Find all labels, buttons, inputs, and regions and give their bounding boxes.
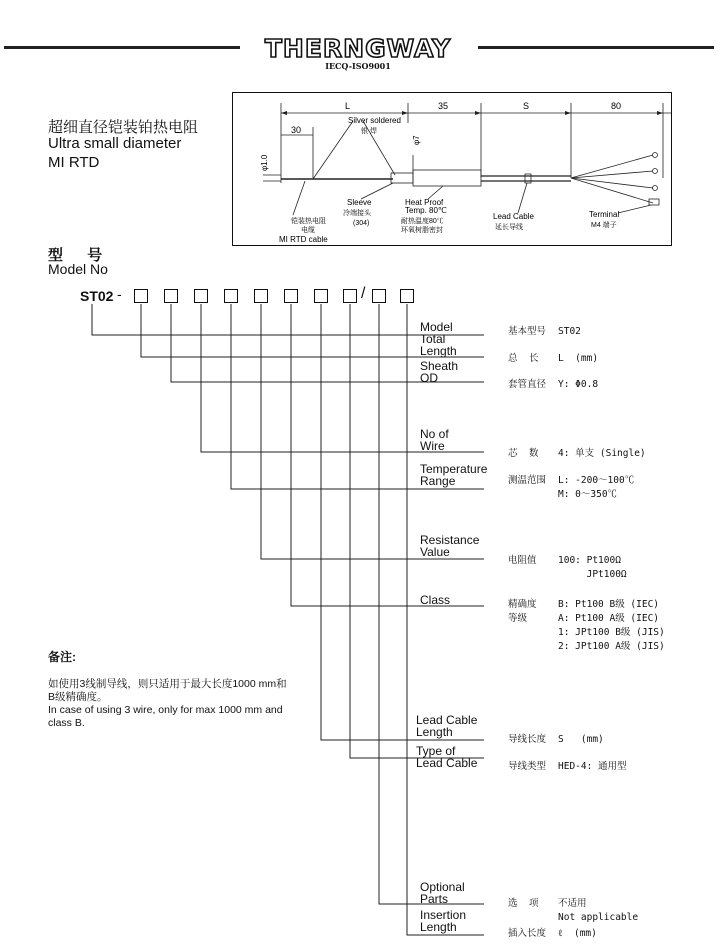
lead-cable-en: Lead Cable	[493, 212, 534, 221]
field-desc-val-lead-cable-length: S (mm)	[558, 734, 604, 745]
field-label-insertion-length: Insertion Length	[420, 908, 467, 934]
model-code-slash: /	[361, 285, 366, 302]
heat-proof-cn-1: 耐热温度80℃	[401, 218, 444, 225]
product-title-en-line2: MI RTD	[48, 154, 100, 171]
note-cn-line2: B级精确度。	[48, 691, 108, 703]
dim-35: 35	[438, 101, 449, 111]
field-label-temperature-range: Temperature Range	[420, 462, 488, 488]
note-heading: 备注:	[48, 650, 76, 664]
field-label-lead-cable-length: Lead Cable Length	[416, 713, 478, 739]
model-heading-en: Model No	[48, 261, 108, 277]
sleeve-cn: 冷端接头	[343, 210, 371, 217]
field-desc-val-total-length: L (mm)	[558, 353, 599, 364]
field-label-type-of-lead-cable: Type of Lead Cable	[416, 744, 478, 770]
field-desc-cn-insertion-length: 插入长度	[508, 928, 547, 939]
field-desc-cn-total-length: 总 长	[508, 353, 539, 364]
heat-proof-en-2: Temp. 80℃	[405, 206, 447, 215]
field-desc-val-no-of-wire: 4: 单支 (Single)	[558, 448, 646, 459]
field-desc-cn-optional-parts: 选 项	[508, 898, 539, 909]
field-label-resistance-value: Resistance Value	[420, 533, 480, 559]
field-label-no-of-wire: No of Wire	[420, 427, 449, 453]
note-en-line1: In case of using 3 wire, only for max 1000 mm and	[48, 704, 283, 716]
field-desc-cn-sheath-od: 套管直径	[508, 379, 547, 390]
dim-L: L	[345, 101, 351, 111]
model-heading-cn: 型 号	[48, 247, 113, 264]
field-label-sheath-od: Sheath OD	[420, 359, 459, 385]
field-desc-cn-class: 精确度 等级	[508, 599, 537, 624]
dim-phi7: φ7	[412, 135, 421, 145]
mi-cable-en: MI RTD cable	[279, 235, 328, 244]
field-label-model: Model	[420, 320, 453, 334]
dim-80: 80	[611, 101, 622, 111]
note-cn-line1: 如使用3线制导线，则只适用于最大长度1000 mm和	[48, 678, 287, 690]
brand-logo: THERNGWAY	[264, 34, 452, 63]
field-desc-cn-temperature-range: 测温范围	[508, 475, 547, 486]
field-desc-cn-resistance-value: 电阻值	[508, 555, 537, 566]
product-title-cn: 超细直径铠装铂热电阻	[48, 118, 199, 136]
field-desc-val-temperature-range: L: -200～100℃ M: 0～350℃	[558, 475, 635, 500]
dim-30: 30	[291, 125, 302, 135]
terminal-en: Terminal	[589, 210, 620, 219]
field-label-total-length: Total Length	[420, 332, 457, 358]
model-code: ST02	[80, 288, 114, 304]
heat-proof-en-1: Heat Proof	[405, 198, 444, 207]
lead-cable-cn: 延长导线	[495, 224, 523, 231]
silver-soldered-cn: 银 焊	[361, 128, 377, 135]
product-title-en-line1: Ultra small diameter	[48, 135, 182, 152]
field-desc-val-resistance-value: 100: Pt100Ω JPt100Ω	[558, 555, 627, 580]
note-en-line2: class B.	[48, 717, 85, 729]
field-desc-cn-model: 基本型号	[508, 326, 547, 337]
field-desc-cn-no-of-wire: 芯 数	[508, 448, 539, 459]
field-desc-val-model: ST02	[558, 326, 581, 337]
sleeve-en: Sleeve	[347, 198, 372, 207]
model-code-dash: -	[117, 286, 122, 302]
field-desc-val-optional-parts: 不适用 Not applicable	[558, 898, 639, 923]
dim-phi1: φ1.0	[260, 154, 269, 171]
heat-proof-cn-2: 环氧树脂密封	[401, 227, 443, 234]
field-desc-val-class: B: Pt100 B级 (IEC) A: Pt100 A级 (IEC) 1: JPt100 B级 (JIS) 2: JPt100 A级 (JIS)	[558, 599, 665, 652]
field-desc-val-sheath-od: Y: Φ0.8	[558, 379, 599, 390]
terminal-cn: M4 端子	[591, 222, 617, 229]
dim-S: S	[523, 101, 530, 111]
field-label-class: Class	[420, 593, 451, 607]
field-label-optional-parts: Optional Parts	[420, 880, 465, 906]
sleeve-material: (304)	[353, 220, 370, 227]
field-desc-cn-type-of-lead-cable: 导线类型	[508, 761, 547, 772]
field-desc-cn-lead-cable-length: 导线长度	[508, 734, 547, 745]
certification-label: IECQ-ISO9001	[325, 61, 391, 71]
mi-cable-cn-1: 铠装热电阻	[291, 218, 326, 225]
mi-cable-cn-2: 电缆	[301, 227, 315, 234]
field-desc-val-insertion-length: ℓ (mm)	[558, 928, 597, 939]
silver-soldered-en: Silver soldered	[348, 116, 401, 125]
field-desc-val-type-of-lead-cable: HED-4: 通用型	[558, 761, 627, 772]
